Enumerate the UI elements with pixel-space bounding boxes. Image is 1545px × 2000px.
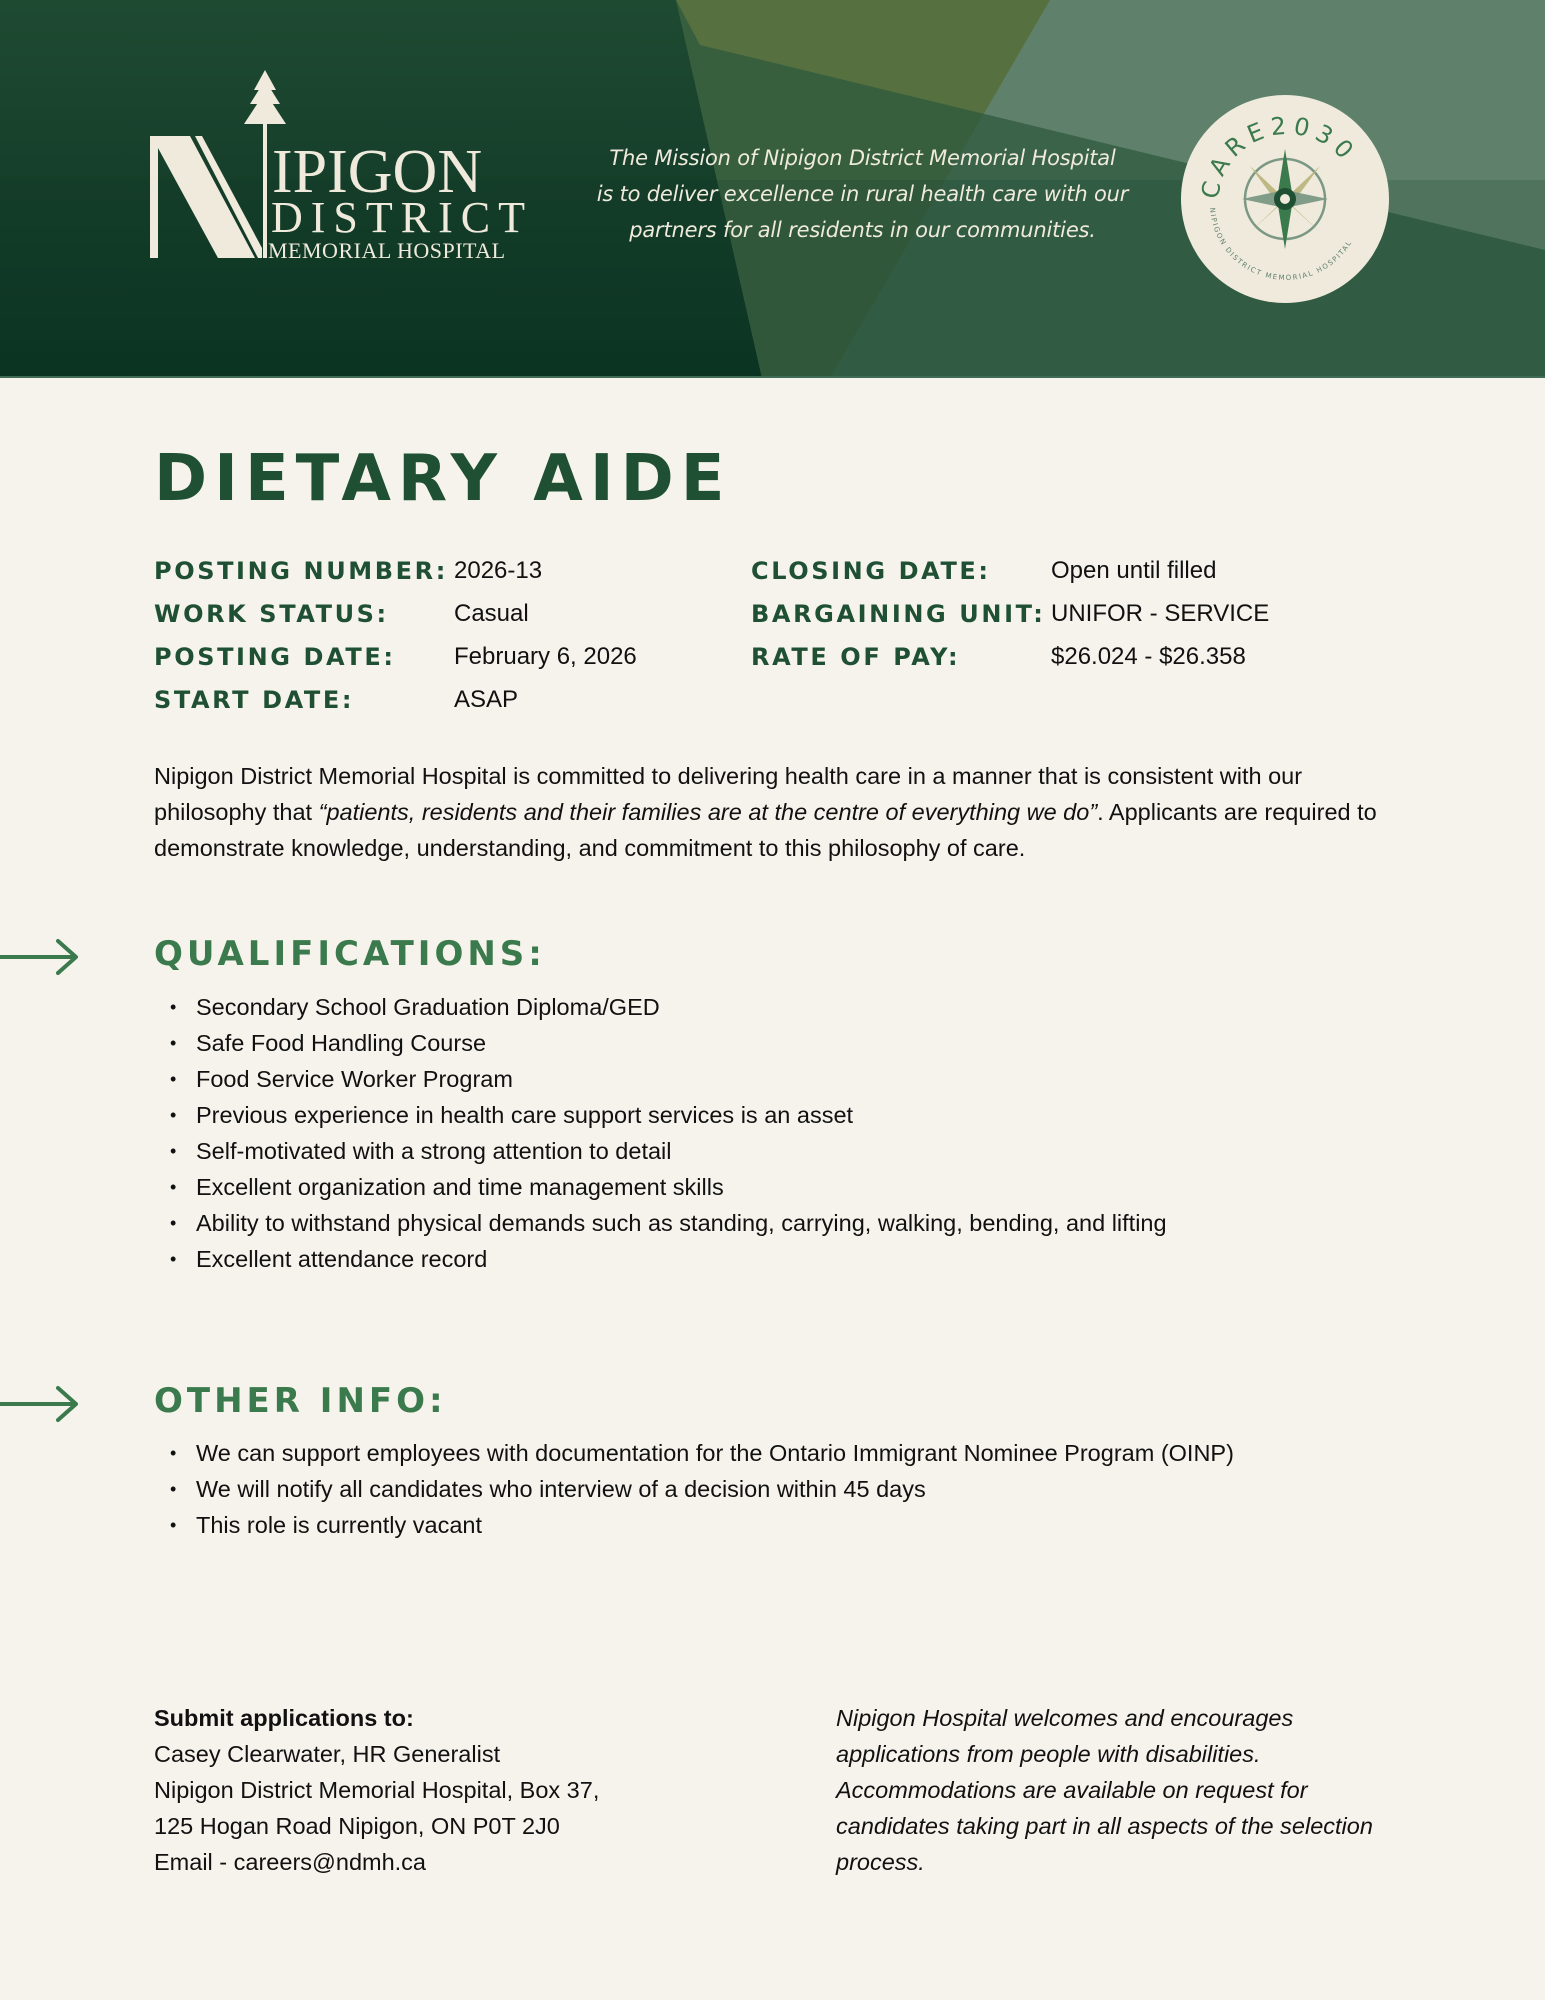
badge-subtitle: NIPIGON DISTRICT MEMORIAL HOSPITAL [1208,207,1354,283]
list-item: • Excellent attendance record [168,1241,1167,1277]
logo-n-shape [150,136,255,258]
detail-bargaining-unit [751,599,1270,629]
intro-paragraph [154,758,1394,866]
detail-start-date [154,685,519,715]
detail-value: Casual [454,600,529,627]
logo-line1: IPIGON [272,138,483,206]
detail-value: Open until filled [1051,557,1217,584]
list-item: • Food Service Worker Program [168,1061,1167,1097]
list-item: • We can support employees with documentation for the Ontario Immigrant Nominee Program (OINP) [168,1435,1234,1471]
arrow-right-icon [0,937,80,977]
detail-closing-date [751,556,1217,586]
detail-value: 2026-13 [454,557,543,584]
intro-text: . Applicants are required to demonstrate knowledge, understanding, and commitment to this philosophy of care. [154,799,1377,861]
logo-line3: MEMORIAL HOSPITAL [268,238,506,263]
detail-rate-of-pay [751,642,1246,672]
qualifications-heading: QUALIFICATIONS: [154,934,546,974]
list-item: • Self-motivated with a strong attention to detail [168,1133,1167,1169]
hospital-logo [150,68,535,268]
detail-label: POSTING DATE: [154,643,396,671]
email-line [154,1844,754,1880]
qualifications-list [168,989,1167,1277]
mission-line: is to deliver excellence in rural health care with our [596,182,1129,206]
detail-label: RATE OF PAY: [751,643,961,671]
detail-value: ASAP [454,686,519,713]
other-info-heading: OTHER INFO: [154,1381,447,1421]
detail-label: BARGAINING UNIT: [751,600,1046,628]
logo-line2: DISTRICT [271,193,533,242]
contact-line: Nipigon District Memorial Hospital, Box 37, [154,1777,600,1803]
detail-posting-date [154,642,637,672]
intro-text: Nipigon District Memorial Hospital is committed to delivering health care in a manner that is consistent with our philosophy that [154,763,1303,825]
list-item: • Safe Food Handling Course [168,1025,1167,1061]
philosophy-quote: “patients, residents and their families are at the centre of everything we do” [318,799,1098,825]
detail-label: WORK STATUS: [154,600,389,628]
list-item: • We will notify all candidates who interview of a decision within 45 days [168,1471,1234,1507]
contact-line: Casey Clearwater, HR Generalist [154,1741,501,1767]
list-item: • Secondary School Graduation Diploma/GED [168,989,1167,1025]
detail-label: POSTING NUMBER: [154,557,448,585]
detail-work-status [154,599,529,629]
care2030-badge [1180,94,1390,304]
mission-statement [580,140,1145,248]
contact-line: 125 Hogan Road Nipigon, ON P0T 2J0 [154,1813,560,1839]
other-info-list [168,1435,1234,1543]
detail-value: $26.024 - $26.358 [1051,643,1246,670]
list-item: • Previous experience in health care support services is an asset [168,1097,1167,1133]
job-title: DIETARY AIDE [154,442,732,516]
submit-heading: Submit applications to: [154,1705,414,1731]
mission-line: partners for all residents in our communities. [629,218,1096,242]
email-link[interactable]: careers@ndmh.ca [233,1849,427,1875]
list-item: • This role is currently vacant [168,1507,1234,1543]
accessibility-note: Nipigon Hospital welcomes and encourages applications from people with disabilities. Accommodations are available on request for candidates taking part in all aspects of the selection process. [836,1705,1373,1875]
detail-label: START DATE: [154,686,355,714]
detail-label: CLOSING DATE: [751,557,991,585]
arrow-right-icon [0,1384,80,1424]
detail-value: UNIFOR - SERVICE [1051,600,1270,627]
email-prefix: Email - [154,1849,234,1875]
submit-applications-block [154,1700,754,1880]
badge-title: CARE2030 [1195,111,1363,202]
list-item: • Excellent organization and time management skills [168,1169,1167,1205]
header-banner [0,0,1545,378]
detail-value: February 6, 2026 [454,643,637,670]
mission-line: The Mission of Nipigon District Memorial Hospital [609,146,1116,170]
list-item: • Ability to withstand physical demands such as standing, carrying, walking, bending, and lifting [168,1205,1167,1241]
detail-posting-number [154,556,543,586]
